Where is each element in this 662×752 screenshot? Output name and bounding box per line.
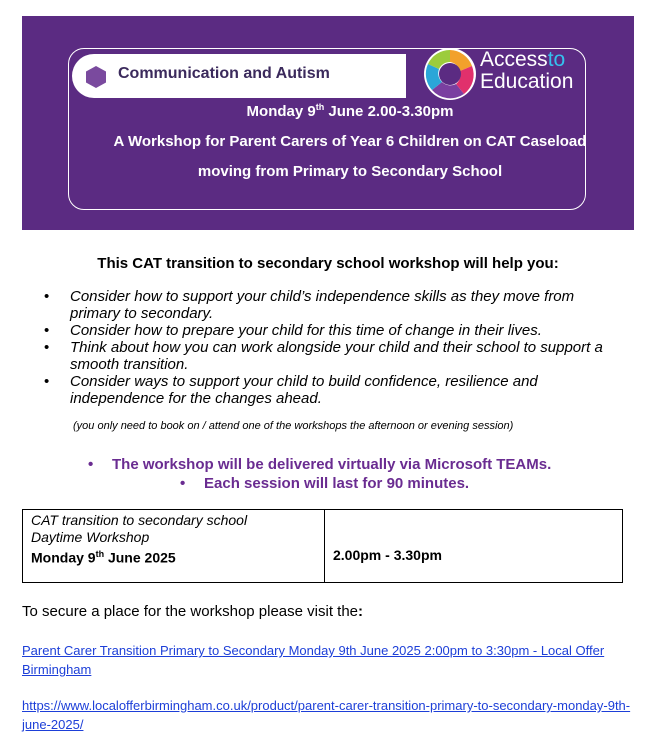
banner-date xyxy=(44,102,656,120)
cta-colon: : xyxy=(358,603,364,620)
booking-note: (you only need to book on / attend one of the workshops the afternoon or evening session) xyxy=(73,420,514,432)
hexagon-icon xyxy=(86,66,106,88)
badge xyxy=(72,54,406,98)
banner-title-line-2: moving from Primary to Secondary School xyxy=(197,163,503,180)
booking-page-link[interactable]: Parent Carer Transition Primary to Secondary Monday 9th June 2025 2:00pm to 3:30pm - Local Offer Birmingham xyxy=(22,643,605,677)
cta-text xyxy=(22,603,363,620)
logo-word-education: Education xyxy=(480,70,574,93)
benefit-item: • Consider ways to support your child to build confidence, resilience and independence for the changes ahead. xyxy=(44,373,619,407)
logo-word-to: to xyxy=(547,48,566,71)
table-row xyxy=(23,510,623,583)
session-type: Daytime Workshop xyxy=(31,529,150,545)
benefit-list xyxy=(44,288,619,407)
booking-url-link[interactable]: https://www.localofferbirmingham.co.uk/product/parent-carer-transition-primary-to-secondary-monday-9th-june-2025/ xyxy=(22,698,631,732)
header-banner xyxy=(22,16,634,230)
benefit-item: • Consider how to prepare your child for this time of change in their lives. xyxy=(44,322,619,339)
highlight-item xyxy=(88,456,551,473)
cta-text-main: To secure a place for the workshop please visit the xyxy=(22,603,359,620)
highlight-text: The workshop will be delivered virtually via Microsoft TEAMs. xyxy=(112,456,552,473)
schedule-session-cell xyxy=(23,510,325,583)
highlight-text: Each session will last for 90 minutes. xyxy=(204,475,470,492)
logo-wordmark xyxy=(480,49,573,93)
benefit-item: • Think about how you can work alongside your child and their school to support a smooth transition. xyxy=(44,339,619,373)
logo-word-access: Access xyxy=(480,48,548,71)
banner-title-line-1: A Workshop for Parent Carers of Year 6 Children on CAT Caseload xyxy=(113,133,587,150)
benefit-item: • Consider how to support your child’s independence skills as they move from primary to secondary. xyxy=(44,288,619,322)
bullet-icon: • xyxy=(180,475,186,492)
session-date-post: June 2025 xyxy=(104,549,176,566)
bullet-icon: • xyxy=(88,456,94,473)
badge-text: Communication and Autism xyxy=(118,65,330,82)
banner-date-sup: th xyxy=(315,102,325,112)
schedule-table xyxy=(22,509,623,583)
session-date xyxy=(31,546,316,567)
session-name: CAT transition to secondary school xyxy=(31,512,248,528)
banner-date-pre: Monday 9 xyxy=(246,103,316,120)
banner-date-post: June 2.00-3.30pm xyxy=(324,103,454,120)
session-time: 2.00pm - 3.30pm xyxy=(325,510,623,583)
highlight-item xyxy=(180,475,469,492)
access-to-education-logo-icon xyxy=(420,44,480,104)
intro-heading: This CAT transition to secondary school workshop will help you: xyxy=(97,255,559,272)
session-date-pre: Monday 9 xyxy=(31,549,96,566)
session-date-sup: th xyxy=(95,549,105,559)
